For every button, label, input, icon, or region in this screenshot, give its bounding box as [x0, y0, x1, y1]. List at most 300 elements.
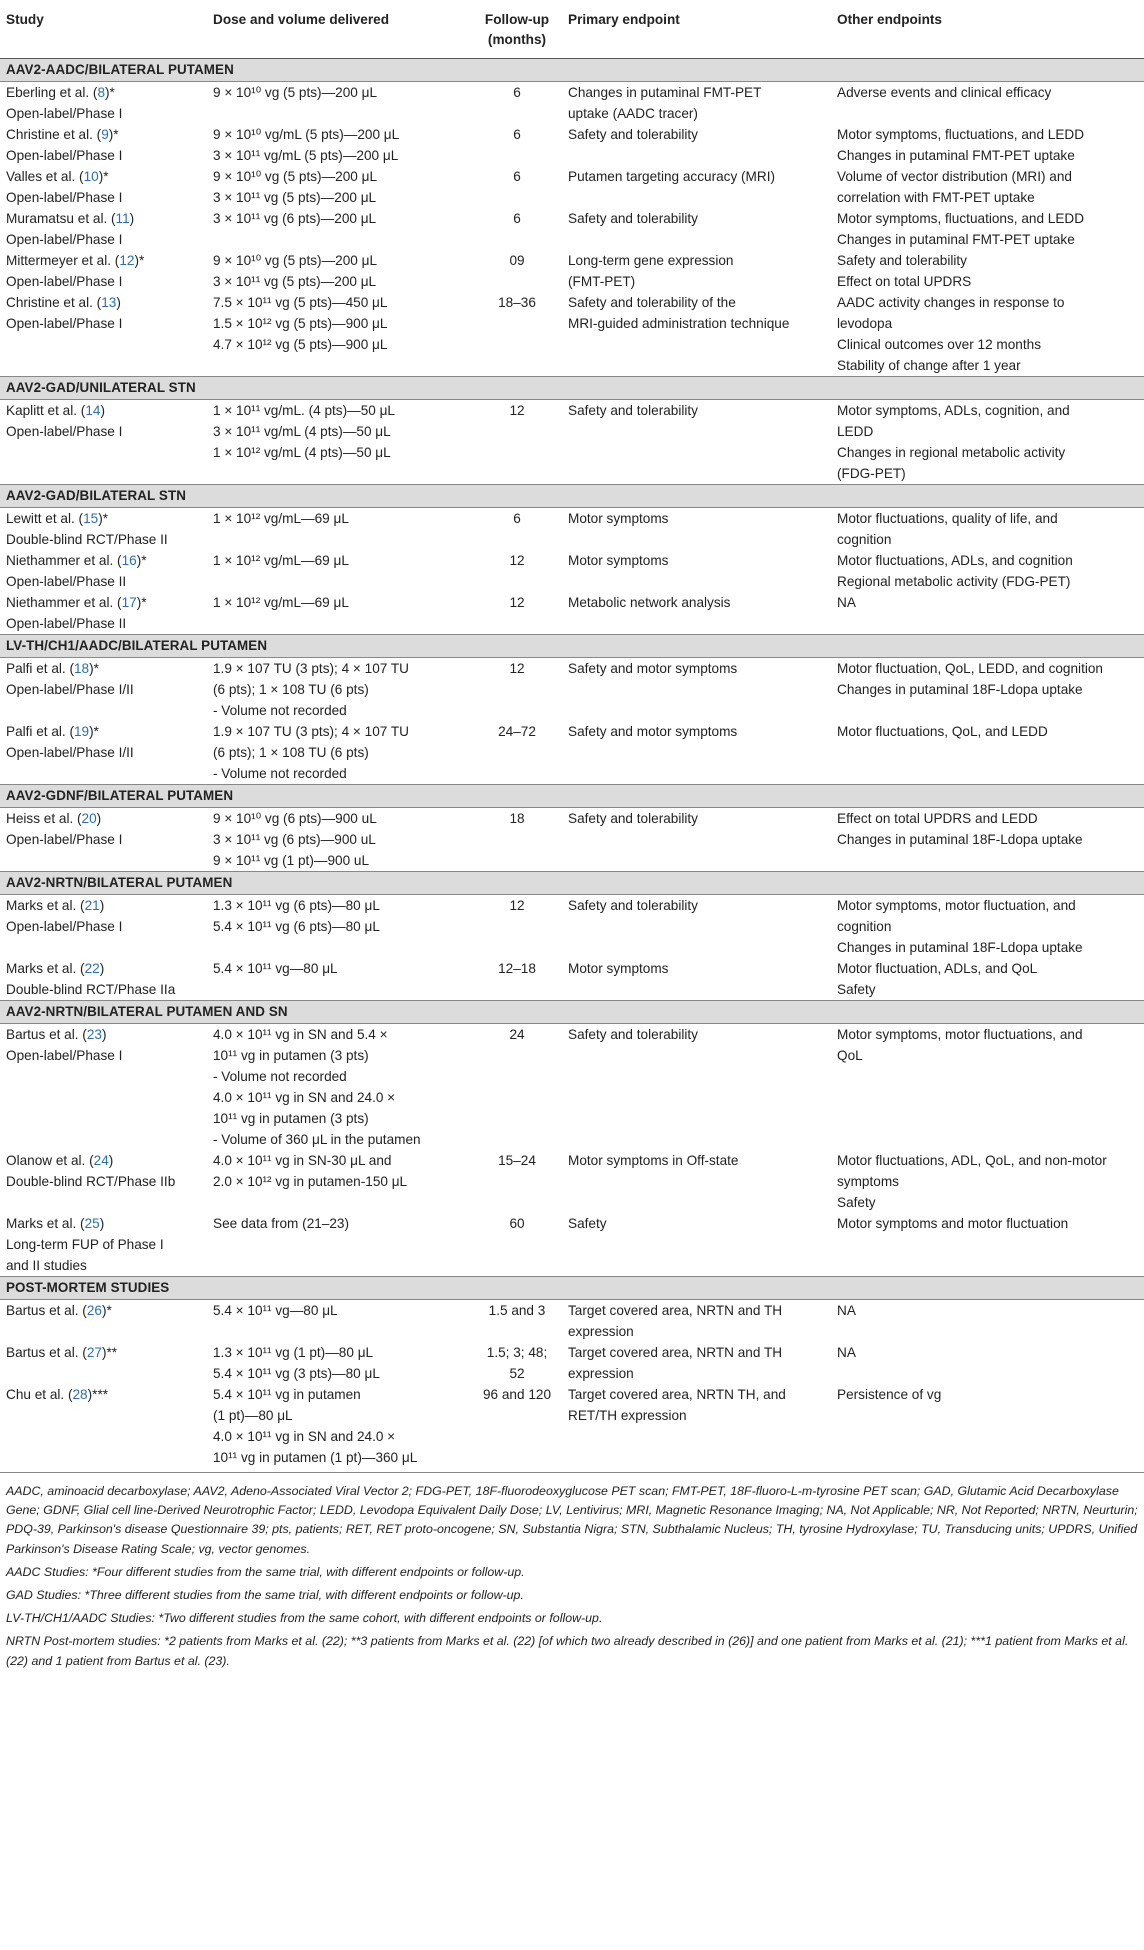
dose-cell [207, 1150, 472, 1213]
study-cell-line: Open-label/Phase I [6, 424, 123, 439]
table-row [0, 1024, 1144, 1151]
dose-cell [207, 508, 472, 551]
dose-cell-line: 1.9 × 107 TU (3 pts); 4 × 107 TU [213, 724, 409, 739]
other-endpoints-cell [831, 250, 1144, 292]
reference-link[interactable]: 15 [83, 511, 99, 526]
other-endpoints-cell-line: NA [837, 595, 856, 610]
study-cell [0, 124, 207, 166]
section-header-row [0, 59, 1144, 82]
other-endpoints-cell [831, 658, 1144, 722]
table-row [0, 508, 1144, 551]
followup-cell: 6 [513, 169, 521, 184]
study-cell [0, 1342, 207, 1384]
primary-endpoint-cell [562, 1150, 831, 1213]
footnote-gad: GAD Studies: *Three different studies from the same trial, with different endpoints or follow-up. [6, 1588, 524, 1603]
study-cell-line: Open-label/Phase I [6, 832, 123, 847]
other-endpoints-cell [831, 82, 1144, 125]
primary-endpoint-cell-line: Target covered area, NRTN and TH [568, 1345, 783, 1360]
reference-link[interactable]: 28 [72, 1387, 88, 1402]
header-followup-line2: (months) [487, 32, 547, 47]
primary-endpoint-cell-line: (FMT-PET) [568, 274, 636, 289]
other-endpoints-cell [831, 1342, 1144, 1384]
other-endpoints-cell-line: Motor fluctuations, QoL, and LEDD [837, 724, 1048, 739]
dose-cell-line: 3 × 10¹¹ vg (6 pts)—900 uL [213, 832, 376, 847]
followup-cell: 6 [513, 211, 521, 226]
header-dose: Dose and volume delivered [207, 0, 472, 59]
table-row [0, 721, 1144, 785]
other-endpoints-cell [831, 1300, 1144, 1343]
primary-endpoint-cell-line: MRI-guided administration technique [568, 316, 790, 331]
followup-cell: 12 [509, 403, 525, 418]
study-cell [0, 592, 207, 635]
dose-cell [207, 592, 472, 635]
dose-cell-line: 3 × 10¹¹ vg (5 pts)—200 μL [213, 190, 377, 205]
followup-cell: 12 [509, 553, 525, 568]
study-cell-line: Palfi et al. (18)* [6, 661, 99, 676]
other-endpoints-cell-line: LEDD [837, 424, 874, 439]
other-endpoints-cell [831, 292, 1144, 377]
table-row [0, 1213, 1144, 1277]
reference-link[interactable]: 22 [84, 961, 100, 976]
header-study: Study [0, 0, 207, 59]
dose-cell-line: 4.0 × 10¹¹ vg in SN and 5.4 × [213, 1027, 388, 1042]
primary-endpoint-cell-line: Long-term gene expression [568, 253, 734, 268]
other-endpoints-cell-line: Effect on total UPDRS [837, 274, 972, 289]
section-header-row [0, 485, 1144, 508]
dose-cell-line: - Volume not recorded [213, 1069, 347, 1084]
dose-cell [207, 208, 472, 250]
other-endpoints-cell [831, 721, 1144, 785]
other-endpoints-cell-line: cognition [837, 532, 892, 547]
table-footnotes [6, 1482, 1138, 1675]
section-header-row [0, 872, 1144, 895]
primary-endpoint-cell-line: Safety and tolerability of the [568, 295, 736, 310]
other-endpoints-cell-line: Regional metabolic activity (FDG-PET) [837, 574, 1071, 589]
section-title: LV-TH/CH1/AADC/BILATERAL PUTAMEN [0, 635, 1144, 658]
other-endpoints-cell-line: Safety [837, 1195, 876, 1210]
other-endpoints-cell [831, 550, 1144, 592]
other-endpoints-cell-line: Motor symptoms, fluctuations, and LEDD [837, 127, 1085, 142]
dose-cell-line: 5.4 × 10¹¹ vg—80 μL [213, 961, 338, 976]
primary-endpoint-cell [562, 166, 831, 208]
other-endpoints-cell-line: Changes in putaminal 18F-Ldopa uptake [837, 682, 1083, 697]
other-endpoints-cell-line: Persistence of vg [837, 1387, 942, 1402]
primary-endpoint-cell [562, 895, 831, 959]
reference-link[interactable]: 13 [101, 295, 117, 310]
reference-link[interactable]: 18 [74, 661, 90, 676]
dose-cell-line: 2.0 × 10¹² vg in putamen-150 μL [213, 1174, 408, 1189]
primary-endpoint-cell [562, 1342, 831, 1384]
primary-endpoint-cell [562, 1384, 831, 1468]
table-row [0, 1300, 1144, 1343]
other-endpoints-cell [831, 895, 1144, 959]
study-cell-line: Palfi et al. (19)* [6, 724, 99, 739]
other-endpoints-cell-line: QoL [837, 1048, 863, 1063]
primary-endpoint-cell-line: Safety and tolerability [568, 403, 698, 418]
followup-cell: 12–18 [498, 961, 536, 976]
dose-cell-line: 4.7 × 10¹² vg (5 pts)—900 μL [213, 337, 388, 352]
dose-cell [207, 166, 472, 208]
primary-endpoint-cell-line: Putamen targeting accuracy (MRI) [568, 169, 776, 184]
table-row [0, 82, 1144, 125]
study-cell-line: Muramatsu et al. (11) [6, 211, 135, 226]
section-header-row [0, 1277, 1144, 1300]
other-endpoints-cell-line: Safety [837, 982, 876, 997]
study-cell [0, 292, 207, 377]
study-cell-line: Open-label/Phase I [6, 316, 123, 331]
primary-endpoint-cell-line: Motor symptoms [568, 511, 669, 526]
dose-cell [207, 124, 472, 166]
reference-link[interactable]: 9 [101, 127, 109, 142]
reference-link[interactable]: 27 [86, 1345, 102, 1360]
study-cell-line: Chu et al. (28)*** [6, 1387, 109, 1402]
table-row [0, 592, 1144, 635]
study-cell-line: Open-label/Phase I [6, 232, 123, 247]
primary-endpoint-cell [562, 1300, 831, 1343]
primary-endpoint-cell-line: Safety and tolerability [568, 211, 698, 226]
dose-cell-line: 1 × 10¹² vg/mL (4 pts)—50 μL [213, 445, 391, 460]
primary-endpoint-cell [562, 592, 831, 635]
dose-cell-line: 1 × 10¹² vg/mL—69 μL [213, 595, 349, 610]
header-followup [472, 0, 562, 59]
study-cell-line: Double-blind RCT/Phase II [6, 532, 168, 547]
primary-endpoint-cell-line: Motor symptoms [568, 553, 669, 568]
primary-endpoint-cell-line: Safety [568, 1216, 607, 1231]
dose-cell [207, 958, 472, 1001]
other-endpoints-cell [831, 1384, 1144, 1468]
other-endpoints-cell-line: Motor symptoms, ADLs, cognition, and [837, 403, 1070, 418]
table-row [0, 808, 1144, 872]
primary-endpoint-cell-line: Motor symptoms [568, 961, 669, 976]
dose-cell-line: 4.0 × 10¹¹ vg in SN and 24.0 × [213, 1429, 396, 1444]
table-row [0, 1150, 1144, 1213]
dose-cell [207, 721, 472, 785]
study-cell-line: Open-label/Phase II [6, 574, 127, 589]
other-endpoints-cell [831, 508, 1144, 551]
study-cell-line: Open-label/Phase I [6, 148, 123, 163]
other-endpoints-cell [831, 1150, 1144, 1213]
study-cell-line: Valles et al. (10)* [6, 169, 109, 184]
section-header-row [0, 377, 1144, 400]
table-row [0, 1384, 1144, 1468]
table-row [0, 550, 1144, 592]
dose-cell-line: 10¹¹ vg in putamen (3 pts) [213, 1111, 369, 1126]
reference-link[interactable]: 20 [81, 811, 97, 826]
primary-endpoint-cell-line: Safety and tolerability [568, 127, 698, 142]
study-cell [0, 208, 207, 250]
dose-cell-line: 9 × 10¹⁰ vg (5 pts)—200 μL [213, 169, 378, 184]
study-cell-line: Bartus et al. (26)* [6, 1303, 112, 1318]
dose-cell-line: 10¹¹ vg in putamen (1 pt)—360 μL [213, 1450, 418, 1465]
dose-cell-line: 4.0 × 10¹¹ vg in SN-30 μL and [213, 1153, 392, 1168]
dose-cell [207, 1384, 472, 1468]
other-endpoints-cell-line: Motor symptoms and motor fluctuation [837, 1216, 1069, 1231]
study-cell [0, 721, 207, 785]
footnote-abbreviations: AADC, aminoacid decarboxylase; AAV2, Adeno-Associated Viral Vector 2; FDG-PET, 18F-fluorodeoxyglucose PET scan; FMT-PET, 18F-fluoro-L-m-tyrosine PET scan; GAD, Glutamic Acid Decarboxylase Gene; GDNF, Glial cell line-Derived Neurotrophic Factor; LEDD, Levodopa Equivalent Daily Dose; LV, Lentivirus; MRI, Magnetic Resonance Imaging; NA, Not Applicable; NR, Not Reported; NRTN, Neurturin; PDQ-39, Parkinson's disease Questionnaire 39; pts, patients; RET, RET proto-oncogene; SN, Substantia Nigra; STN, Subthalamic Nucleus; TH, tyrosine Hydroxylase; TU, Transducing units; UPDRS, Unified Parkinson's Disease Rating Scale; vg, vector genomes. [6, 1484, 1138, 1556]
table-bottom-rule [0, 1472, 1144, 1473]
dose-cell-line: 1 × 10¹² vg/mL—69 μL [213, 511, 349, 526]
reference-link[interactable]: 10 [83, 169, 99, 184]
study-cell [0, 250, 207, 292]
other-endpoints-cell-line: Motor fluctuations, ADLs, and cognition [837, 553, 1073, 568]
study-cell [0, 166, 207, 208]
primary-endpoint-cell-line: Metabolic network analysis [568, 595, 731, 610]
table-row [0, 292, 1144, 377]
reference-link[interactable]: 8 [97, 85, 105, 100]
followup-cell: 18–36 [498, 295, 536, 310]
study-cell-line: Niethammer et al. (16)* [6, 553, 147, 568]
other-endpoints-cell-line: Changes in putaminal 18F-Ldopa uptake [837, 940, 1083, 955]
reference-link[interactable]: 16 [121, 553, 137, 568]
dose-cell-line: - Volume not recorded [213, 766, 347, 781]
dose-cell-line: 5.4 × 10¹¹ vg (6 pts)—80 μL [213, 919, 380, 934]
table-row [0, 208, 1144, 250]
study-cell [0, 1213, 207, 1277]
primary-endpoint-cell [562, 250, 831, 292]
dose-cell [207, 1342, 472, 1384]
reference-link[interactable]: 11 [115, 211, 130, 226]
study-cell-line: Open-label/Phase I [6, 1048, 123, 1063]
study-cell [0, 895, 207, 959]
reference-link[interactable]: 17 [121, 595, 137, 610]
table-row [0, 895, 1144, 959]
section-header-row [0, 635, 1144, 658]
followup-cell: 09 [509, 253, 525, 268]
dose-cell-line: See data from (21–23) [213, 1216, 350, 1231]
reference-link[interactable]: 12 [119, 253, 135, 268]
other-endpoints-cell-line: Volume of vector distribution (MRI) and [837, 169, 1072, 184]
footnote-aadc: AADC Studies: *Four different studies from the same trial, with different endpoints or follow-up. [6, 1564, 525, 1579]
primary-endpoint-cell [562, 124, 831, 166]
primary-endpoint-cell-line: Target covered area, NRTN and TH [568, 1303, 783, 1318]
other-endpoints-cell-line: Clinical outcomes over 12 months [837, 337, 1041, 352]
followup-cell: 60 [509, 1216, 525, 1231]
table-row [0, 400, 1144, 485]
table-body [0, 59, 1144, 1469]
dose-cell [207, 82, 472, 125]
other-endpoints-cell-line: NA [837, 1303, 856, 1318]
study-cell-line: Olanow et al. (24) [6, 1153, 114, 1168]
footnote-nrtn: NRTN Post-mortem studies: *2 patients from Marks et al. (22); **3 patients from Marks et al. (22) [of which two already described in (26)] and one patient from Marks et al. (21); ***1 patient from Marks et al. (22) and 1 patient from Bartus et al. (23). [6, 1634, 1129, 1668]
followup-cell: 12 [509, 661, 525, 676]
other-endpoints-cell-line: Motor fluctuations, quality of life, and [837, 511, 1058, 526]
other-endpoints-cell-line: Changes in putaminal FMT-PET uptake [837, 148, 1075, 163]
study-cell [0, 808, 207, 872]
study-cell [0, 550, 207, 592]
followup-cell: 6 [513, 85, 521, 100]
dose-cell-line: 4.0 × 10¹¹ vg in SN and 24.0 × [213, 1090, 396, 1105]
section-title: AAV2-NRTN/BILATERAL PUTAMEN [0, 872, 1144, 895]
other-endpoints-cell-line: AADC activity changes in response to [837, 295, 1065, 310]
primary-endpoint-cell-line: Safety and tolerability [568, 898, 698, 913]
footnote-lv: LV-TH/CH1/AADC Studies: *Two different studies from the same cohort, with different endpoints or follow-up. [6, 1611, 603, 1626]
study-cell-line: Marks et al. (22) [6, 961, 105, 976]
section-title: AAV2-GDNF/BILATERAL PUTAMEN [0, 785, 1144, 808]
dose-cell-line: 1.3 × 10¹¹ vg (6 pts)—80 μL [213, 898, 380, 913]
section-title: AAV2-GAD/UNILATERAL STN [0, 377, 1144, 400]
primary-endpoint-cell [562, 1024, 831, 1151]
other-endpoints-cell [831, 124, 1144, 166]
other-endpoints-cell-line: Changes in regional metabolic activity [837, 445, 1066, 460]
dose-cell [207, 1024, 472, 1151]
primary-endpoint-cell-line: Safety and motor symptoms [568, 661, 738, 676]
primary-endpoint-cell-line: expression [568, 1324, 634, 1339]
table-row [0, 1342, 1144, 1384]
dose-cell-line: 9 × 10¹⁰ vg (5 pts)—200 μL [213, 253, 378, 268]
table-row [0, 250, 1144, 292]
primary-endpoint-cell-line: Safety and tolerability [568, 811, 698, 826]
dose-cell-line: 1.5 × 10¹² vg (5 pts)—900 μL [213, 316, 388, 331]
primary-endpoint-cell-line: Motor symptoms in Off-state [568, 1153, 739, 1168]
other-endpoints-cell-line: Changes in putaminal 18F-Ldopa uptake [837, 832, 1083, 847]
reference-link[interactable]: 19 [74, 724, 90, 739]
primary-endpoint-cell [562, 1213, 831, 1277]
dose-cell [207, 550, 472, 592]
other-endpoints-cell-line: Motor symptoms, fluctuations, and LEDD [837, 211, 1085, 226]
followup-cell: 12 [509, 595, 525, 610]
table-row [0, 958, 1144, 1001]
other-endpoints-cell-line: Motor fluctuation, ADLs, and QoL [837, 961, 1038, 976]
followup-cell: 12 [509, 898, 525, 913]
dose-cell-line: 9 × 10¹⁰ vg (5 pts)—200 μL [213, 85, 378, 100]
other-endpoints-cell-line: symptoms [837, 1174, 899, 1189]
primary-endpoint-cell [562, 292, 831, 377]
other-endpoints-cell-line: Adverse events and clinical efficacy [837, 85, 1052, 100]
other-endpoints-cell [831, 592, 1144, 635]
other-endpoints-cell-line: Motor fluctuations, ADL, QoL, and non-motor [837, 1153, 1107, 1168]
study-cell-line: Kaplitt et al. (14) [6, 403, 105, 418]
reference-link[interactable]: 25 [84, 1216, 100, 1231]
primary-endpoint-cell-line: RET/TH expression [568, 1408, 687, 1423]
primary-endpoint-cell [562, 208, 831, 250]
followup-cell: 1.5 and 3 [488, 1303, 546, 1318]
dose-cell-line: 5.4 × 10¹¹ vg in putamen [213, 1387, 361, 1402]
study-cell-line: Open-label/Phase I [6, 106, 123, 121]
dose-cell [207, 808, 472, 872]
primary-endpoint-cell [562, 658, 831, 722]
primary-endpoint-cell-line: Safety and tolerability [568, 1027, 698, 1042]
primary-endpoint-cell-line: uptake (AADC tracer) [568, 106, 698, 121]
followup-cell: 18 [509, 811, 525, 826]
followup-cell: 24 [509, 1027, 525, 1042]
other-endpoints-cell-line: Motor fluctuation, QoL, LEDD, and cognition [837, 661, 1103, 676]
dose-cell-line: - Volume of 360 μL in the putamen [213, 1132, 421, 1147]
other-endpoints-cell-line: Effect on total UPDRS and LEDD [837, 811, 1038, 826]
primary-endpoint-cell-line: Safety and motor symptoms [568, 724, 738, 739]
followup-cell: 24–72 [498, 724, 536, 739]
other-endpoints-cell [831, 166, 1144, 208]
dose-cell-line: 9 × 10¹¹ vg (1 pt)—900 uL [213, 853, 370, 868]
dose-cell-line: (6 pts); 1 × 108 TU (6 pts) [213, 745, 369, 760]
study-cell-line: and II studies [6, 1258, 87, 1273]
study-cell-line: Marks et al. (21) [6, 898, 105, 913]
primary-endpoint-cell [562, 82, 831, 125]
reference-link[interactable]: 24 [93, 1153, 109, 1168]
primary-endpoint-cell [562, 550, 831, 592]
dose-cell-line: (1 pt)—80 μL [213, 1408, 293, 1423]
study-cell-line: Open-label/Phase I [6, 919, 123, 934]
study-cell-line: Long-term FUP of Phase I [6, 1237, 164, 1252]
section-title: AAV2-NRTN/BILATERAL PUTAMEN AND SN [0, 1001, 1144, 1024]
primary-endpoint-cell [562, 400, 831, 485]
study-cell-line: Niethammer et al. (17)* [6, 595, 147, 610]
study-cell-line: Open-label/Phase I [6, 190, 123, 205]
section-title: AAV2-GAD/BILATERAL STN [0, 485, 1144, 508]
study-cell [0, 1024, 207, 1151]
study-cell-line: Open-label/Phase II [6, 616, 127, 631]
dose-cell [207, 250, 472, 292]
section-title: AAV2-AADC/BILATERAL PUTAMEN [0, 59, 1144, 82]
other-endpoints-cell [831, 400, 1144, 485]
other-endpoints-cell [831, 958, 1144, 1001]
followup-cell: 1.5; 3; 48; 52 [486, 1345, 548, 1381]
study-cell [0, 658, 207, 722]
dose-cell-line: 1.9 × 107 TU (3 pts); 4 × 107 TU [213, 661, 409, 676]
dose-cell [207, 658, 472, 722]
dose-cell [207, 1213, 472, 1277]
table-row [0, 658, 1144, 722]
other-endpoints-cell-line: NA [837, 1345, 856, 1360]
primary-endpoint-cell-line: Target covered area, NRTN TH, and [568, 1387, 786, 1402]
followup-cell: 15–24 [498, 1153, 536, 1168]
dose-cell-line: 3 × 10¹¹ vg (5 pts)—200 μL [213, 274, 377, 289]
primary-endpoint-cell [562, 721, 831, 785]
other-endpoints-cell-line: cognition [837, 919, 892, 934]
other-endpoints-cell-line: (FDG-PET) [837, 466, 906, 481]
section-header-row [0, 785, 1144, 808]
header-other-endpoints: Other endpoints [831, 0, 1144, 59]
other-endpoints-cell [831, 1213, 1144, 1277]
study-cell [0, 1384, 207, 1468]
dose-cell-line: 3 × 10¹¹ vg/mL (4 pts)—50 μL [213, 424, 391, 439]
study-cell-line: Open-label/Phase I [6, 274, 123, 289]
reference-link[interactable]: 21 [84, 898, 100, 913]
followup-cell: 6 [513, 127, 521, 142]
study-cell-line: Christine et al. (9)* [6, 127, 119, 142]
primary-endpoint-cell [562, 958, 831, 1001]
header-followup-line1: Follow-up [484, 12, 550, 27]
dose-cell-line: 1 × 10¹² vg/mL—69 μL [213, 553, 349, 568]
dose-cell-line: 5.4 × 10¹¹ vg (3 pts)—80 μL [213, 1366, 380, 1381]
study-cell [0, 1300, 207, 1343]
reference-link[interactable]: 23 [86, 1027, 102, 1042]
dose-cell [207, 400, 472, 485]
dose-cell-line: 3 × 10¹¹ vg/mL (5 pts)—200 μL [213, 148, 399, 163]
study-cell [0, 400, 207, 485]
table-header [0, 0, 1144, 59]
reference-link[interactable]: 26 [86, 1303, 102, 1318]
dose-cell-line: 7.5 × 10¹¹ vg (5 pts)—450 μL [213, 295, 388, 310]
other-endpoints-cell-line: Safety and tolerability [837, 253, 967, 268]
other-endpoints-cell-line: correlation with FMT-PET uptake [837, 190, 1035, 205]
dose-cell-line: 9 × 10¹⁰ vg/mL (5 pts)—200 μL [213, 127, 400, 142]
study-cell [0, 508, 207, 551]
study-cell-line: Heiss et al. (20) [6, 811, 102, 826]
study-cell-line: Eberling et al. (8)* [6, 85, 115, 100]
section-title: POST-MORTEM STUDIES [0, 1277, 1144, 1300]
table-row [0, 166, 1144, 208]
primary-endpoint-cell-line: expression [568, 1366, 634, 1381]
other-endpoints-cell-line: Motor symptoms, motor fluctuation, and [837, 898, 1076, 913]
dose-cell-line: 3 × 10¹¹ vg (6 pts)—200 μL [213, 211, 377, 226]
other-endpoints-cell [831, 208, 1144, 250]
study-cell [0, 82, 207, 125]
study-cell-line: Double-blind RCT/Phase IIa [6, 982, 176, 997]
other-endpoints-cell-line: Changes in putaminal FMT-PET uptake [837, 232, 1075, 247]
other-endpoints-cell [831, 808, 1144, 872]
other-endpoints-cell-line: levodopa [837, 316, 893, 331]
reference-link[interactable]: 14 [85, 403, 101, 418]
